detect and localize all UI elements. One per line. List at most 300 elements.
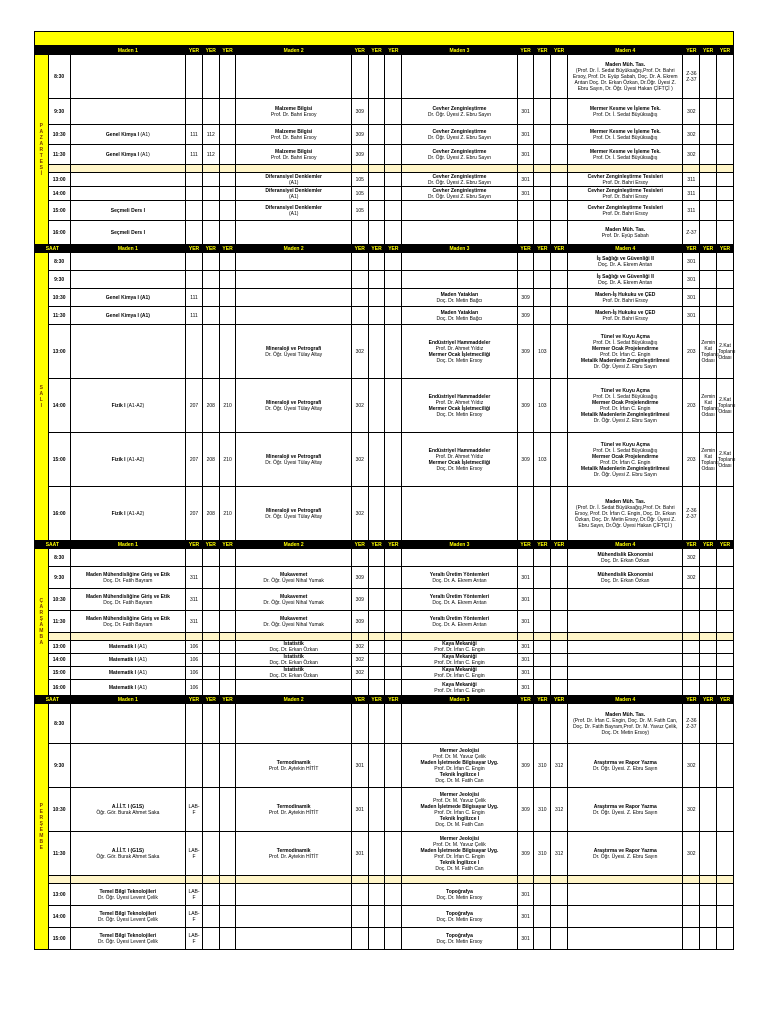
cell-line: Mermer Ocak Projelendirme [592,345,659,352]
course-cell-maden-4 [568,680,683,696]
room-cell [219,788,236,832]
course-cell-maden-1 [70,99,185,125]
cell-line: Prof. Dr. Ahmet Yıldız [435,453,484,460]
room-cell: 309 [517,433,534,487]
time-row [35,125,734,145]
cell-line: Endüstriyel Hammaddeler [428,447,491,454]
room-cell [385,55,402,99]
course-cell-maden-4 [568,433,683,487]
course-cell-maden-1 [70,173,185,187]
room-cell [219,201,236,221]
gap-cell [385,633,402,641]
header-maden-2: Maden 2 [236,245,351,253]
course-cell-maden-4 [568,55,683,99]
cell-line: Dr. Öğr. Üyesi Levent Çelik [97,916,158,923]
room-cell [717,187,734,201]
room-cell [219,325,236,379]
course-cell-maden-1 [70,379,185,433]
cell-line: Mermer Ocak Projelendirme [592,453,659,460]
cell-line: Prof. Dr. İrfan C. Engin [434,809,485,816]
cell-line: Metalik Madenlerin Zenginleştirilmesi [580,411,670,418]
room-cell: 112 [202,145,219,165]
room-cell [517,271,534,289]
time-cell: 13:00 [48,325,70,379]
cell-line: Maden İşletmede Bilgisayar Uyg. [420,847,499,854]
room-cell [717,788,734,832]
cell-line: Doç. Dr. M. Fatih Can [435,865,484,872]
room-cell [385,253,402,271]
cell-line: Doç. Dr. Metin Ersoy [436,938,483,945]
room-cell [202,744,219,788]
room-cell [551,928,568,950]
room-cell: 301 [517,589,534,611]
course-cell-maden-3 [402,667,517,680]
room-cell: 210 [219,433,236,487]
gap-cell [236,633,351,641]
room-cell [368,567,385,589]
room-cell [551,641,568,654]
time-cell: 16:00 [48,221,70,245]
cell-line: Dr. Öğr. Üyesi Tülay Altay [265,513,323,520]
room-cell: 309 [517,788,534,832]
cell-line: Doç. Dr. A. Ekrem Arıtan [432,577,487,584]
course-cell-maden-4 [568,667,683,680]
time-cell: 13:00 [48,884,70,906]
room-cell [186,221,203,245]
room-cell [202,884,219,906]
cell-line: Prof. Dr. Bahri Ersoy [602,315,649,322]
gap-cell [683,876,700,884]
course-cell-maden-4 [568,187,683,201]
room-cell: 302 [683,549,700,567]
room-cell [385,549,402,567]
course-cell-maden-3 [402,271,517,289]
cell-line: Dr. Öğr. Üyesi Tülay Altay [265,351,323,358]
room-cell: 2.Kat Toplantı Odası [717,379,734,433]
cell-line: Dr. Öğr. Üyesi Z. Ebru Sayın [593,363,657,370]
room-cell: 301 [351,744,368,788]
course-cell-maden-2 [236,55,351,99]
course-cell-maden-2 [236,654,351,667]
room-cell [717,55,734,99]
time-row [35,832,734,876]
room-cell [551,325,568,379]
course-cell-maden-1 [70,125,185,145]
cell-line: (Prof. Dr. İ. Sedat Büyüksağış,Prof. Dr. Bahri Ersoy, Prof. Dr. İrfan C. Engin, Doç. Dr. Erkan Özkan, Doç. Dr. Metin Ersoy, Dr.Öğr. Üyesi Z. Ebru Sayın, Dr.Öğr. Üyesi Hakan ÇİFTÇİ ) [574,504,676,529]
cell-line: Doç. Dr. A. Ekrem Arıtan [432,621,487,628]
room-cell [534,187,551,201]
time-row [35,145,734,165]
gap-cell [186,165,203,173]
course-cell-maden-3 [402,221,517,245]
room-cell: 111 [186,125,203,145]
room-cell [368,906,385,928]
room-cell: 310 [534,832,551,876]
room-cell: 111 [186,145,203,165]
room-cell [202,589,219,611]
cell-line: Temel Bilgi Teknolojileri [99,888,157,895]
room-cell [202,832,219,876]
header-yer: YER [186,696,203,704]
cell-line: Yeraltı Üretim Yöntemleri [429,571,490,578]
course-cell-maden-1 [70,611,185,633]
course-cell-maden-4 [568,487,683,541]
cell-line: Topoğrafya [446,932,473,939]
room-cell [219,307,236,325]
course-cell-maden-2 [236,173,351,187]
cell-line: Prof. Dr. İ. Sedat Büyüksağış [593,447,658,454]
room-cell [219,145,236,165]
room-cell: 301 [683,271,700,289]
course-cell-maden-2 [236,641,351,654]
course-cell-maden-4 [568,99,683,125]
course-cell-maden-3 [402,704,517,744]
header-yer: YER [219,245,236,253]
room-cell [700,271,717,289]
time-row [35,567,734,589]
gap-cell [551,633,568,641]
course-cell-maden-3 [402,145,517,165]
room-cell [717,271,734,289]
gap-cell [517,165,534,173]
room-cell: 309 [517,307,534,325]
room-cell [202,187,219,201]
course-cell-maden-4 [568,832,683,876]
room-cell [551,567,568,589]
course-cell-maden-2 [236,788,351,832]
room-cell [368,928,385,950]
room-cell [717,704,734,744]
room-cell: 302 [351,654,368,667]
room-cell [717,680,734,696]
cell-line: Prof. Dr. Eyüp Sabah [601,232,649,239]
cell-line: Dr. Öğr. Üyesi Nihal Yumak [263,621,324,628]
cell-line: Mineraloji ve Petrografi [266,345,322,352]
header-yer: YER [368,696,385,704]
room-cell [351,221,368,245]
header-yer: YER [683,696,700,704]
room-cell: 210 [219,487,236,541]
room-cell [219,906,236,928]
header-yer: YER [700,47,717,55]
course-cell-maden-1 [70,704,185,744]
room-cell [717,884,734,906]
room-cell [219,884,236,906]
cell-line: Maden-İş Hukuku ve ÇED [595,291,656,298]
room-cell [368,289,385,307]
time-row [35,325,734,379]
room-cell [700,99,717,125]
room-cell [517,201,534,221]
header-maden-3: Maden 3 [402,696,517,704]
gap-cell [551,165,568,173]
room-cell [717,928,734,950]
room-cell [351,55,368,99]
room-cell: 309 [351,99,368,125]
header-yer: YER [351,541,368,549]
course-cell-maden-3 [402,125,517,145]
room-cell [186,325,203,379]
room-cell: 203 [683,433,700,487]
room-cell [219,99,236,125]
header-yer: YER [202,47,219,55]
room-cell [219,611,236,633]
room-cell [202,549,219,567]
gap-cell [717,165,734,173]
room-cell [202,667,219,680]
gap-cell [202,165,219,173]
cell-line: Maden Mühendisliğine Giriş ve Etik [85,593,170,600]
room-cell: 208 [202,487,219,541]
cell-line: Doç. Dr. Metin Ersoy [436,894,483,901]
room-cell [534,271,551,289]
cell-line: Dr. Öğr. Üyesi Levent Çelik [97,938,158,945]
course-cell-maden-2 [236,611,351,633]
header-yer: YER [700,245,717,253]
cell-line: Prof. Dr. Ahmet Yıldız [435,345,484,352]
room-cell: 302 [351,487,368,541]
room-cell [551,884,568,906]
course-cell-maden-4 [568,201,683,221]
cell-line: Teknik İngilizce I [439,771,480,778]
cell-line: Cevher Zenginleştirme Tesisleri [587,187,663,194]
course-cell-maden-2 [236,928,351,950]
cell-line: Mermer Ocak İşletmeciliği [428,405,491,412]
cell-line: Prof. Dr. M. Yavuz Çelik [433,841,486,848]
room-cell [700,289,717,307]
room-cell [368,173,385,187]
course-cell-maden-2 [236,145,351,165]
cell-line: Temel Bilgi Teknolojileri [99,910,157,917]
gap-cell [236,165,351,173]
cell-line: Cevher Zenginleştirme [432,128,487,135]
gap-cell [402,165,517,173]
room-cell [186,744,203,788]
room-cell: 301 [517,928,534,950]
gap-cell [48,165,70,173]
room-cell: 207 [186,487,203,541]
course-cell-maden-3 [402,928,517,950]
time-row [35,611,734,633]
room-cell: 103 [534,379,551,433]
header-yer: YER [219,541,236,549]
room-cell [551,379,568,433]
room-cell [551,654,568,667]
time-cell: 8:30 [48,549,70,567]
header-yer: YER [517,245,534,253]
cell-line: Maden Mühendisliğine Giriş ve Etik [85,615,170,622]
gap-cell [202,633,219,641]
gap-cell [517,876,534,884]
cell-line: Genel Kimya I (A1) [105,151,150,158]
room-cell [368,271,385,289]
day-label: P E R Ş E M B E [35,704,49,950]
header-maden-4: Maden 4 [568,696,683,704]
cell-line: Maden Mühendisliğine Giriş ve Etik [85,571,170,578]
cell-line: Prof. Dr. İrfan C. Engin [434,673,485,679]
header-yer: YER [202,245,219,253]
cell-line: Termodinamik [276,759,311,766]
cell-line: Mermer Ocak İşletmeciliği [428,351,491,358]
cell-line: Teknik İngilizce I [439,859,480,866]
cell-line: Dr. Öğr. Üyesi Z. Ebru Sayın [427,154,491,161]
room-cell: 301 [351,832,368,876]
course-cell-maden-2 [236,201,351,221]
course-cell-maden-4 [568,611,683,633]
room-cell [368,187,385,201]
room-cell [700,307,717,325]
room-cell [368,145,385,165]
header-row [35,541,734,549]
room-cell [351,704,368,744]
cell-line: İş Sağlığı ve Güvenliği II [596,255,654,262]
time-row [35,201,734,221]
course-cell-maden-3 [402,641,517,654]
room-cell [551,271,568,289]
room-cell: 111 [186,289,203,307]
room-cell: 301 [683,253,700,271]
room-cell: LAB-F [186,884,203,906]
course-cell-maden-1 [70,641,185,654]
cell-line: Mermer Ocak İşletmeciliği [428,459,491,466]
cell-line: İş Sağlığı ve Güvenliği II [596,273,654,280]
room-cell [202,99,219,125]
header-yer: YER [551,696,568,704]
room-cell [368,325,385,379]
cell-line: Dr. Öğr. Üyesi Nihal Yumak [263,599,324,606]
room-cell [534,884,551,906]
cell-line: (A1) [288,179,299,186]
cell-line: Prof. Dr. Aytekin HİTİT [268,853,319,860]
course-cell-maden-1 [70,187,185,201]
room-cell: 203 [683,325,700,379]
room-cell [534,654,551,667]
cell-line: A.İ.İ.T. I (G1S) [111,847,144,854]
room-cell: Zemin Kat Toplantı Odası [700,379,717,433]
cell-line: Dr. Öğr. Üyesi Z. Ebru Sayın [427,111,491,118]
room-cell [385,201,402,221]
cell-line: Mukavemet [280,571,308,578]
course-cell-maden-2 [236,271,351,289]
room-cell [385,289,402,307]
course-cell-maden-3 [402,201,517,221]
header-yer: YER [186,47,203,55]
course-cell-maden-4 [568,928,683,950]
room-cell: 302 [351,433,368,487]
room-cell [368,201,385,221]
time-row [35,433,734,487]
room-cell [551,145,568,165]
room-cell [202,654,219,667]
cell-line: Seçmeli Ders I [110,207,145,214]
cell-line: Maden İşletmede Bilgisayar Uyg. [420,759,499,766]
room-cell [534,289,551,307]
room-cell [717,145,734,165]
gap-cell [186,633,203,641]
header-row [35,245,734,253]
room-cell [517,549,534,567]
time-cell: 11:30 [48,307,70,325]
room-cell [700,221,717,245]
course-cell-maden-2 [236,884,351,906]
room-cell: 302 [683,567,700,589]
course-cell-maden-4 [568,654,683,667]
gap-cell [236,876,351,884]
time-row [35,487,734,541]
room-cell [202,253,219,271]
room-cell: Z-37 [683,221,700,245]
cell-line: Kaya Mekaniği [442,654,477,660]
header-yer: YER [351,245,368,253]
cell-line: Endüstriyel Hammaddeler [428,339,491,346]
room-cell [219,589,236,611]
header-yer: YER [385,696,402,704]
time-row [35,55,734,99]
room-cell: 301 [517,641,534,654]
room-cell [517,55,534,99]
room-cell: 311 [683,201,700,221]
gap-cell [368,876,385,884]
cell-line: Maden-İş Hukuku ve ÇED [595,309,656,316]
course-cell-maden-1 [70,487,185,541]
course-cell-maden-4 [568,325,683,379]
gap-cell [402,633,517,641]
room-cell [351,289,368,307]
room-cell: Zemin Kat Toplantı Odası [700,433,717,487]
room-cell: 106 [186,654,203,667]
room-cell [534,55,551,99]
header-row [35,696,734,704]
cell-line: Prof. Dr. İ. Sedat Büyüksağış [593,339,658,346]
room-cell [219,832,236,876]
room-cell [717,307,734,325]
header-yer: YER [534,541,551,549]
room-cell: 301 [351,788,368,832]
time-row [35,641,734,654]
room-cell [700,173,717,187]
room-cell [351,928,368,950]
gap-cell [70,165,185,173]
room-cell [700,125,717,145]
course-cell-maden-2 [236,567,351,589]
room-cell [368,832,385,876]
gap-cell [517,633,534,641]
time-cell: 15:00 [48,433,70,487]
course-cell-maden-1 [70,549,185,567]
header-maden-1: Maden 1 [70,47,185,55]
course-cell-maden-1 [70,744,185,788]
gap-cell [385,876,402,884]
cell-line: Kaya Mekaniği [442,681,477,688]
room-cell: 301 [517,187,534,201]
cell-line: Öğr. Gör. Burak Ahmet Saka [96,809,160,816]
cell-line: Prof. Dr. Bahri Ersoy [270,111,317,118]
room-cell [186,253,203,271]
cell-line: Doç. Dr. Metin Ersoy [436,916,483,923]
room-cell [385,884,402,906]
day-label: Ç A R Ş A M B A [35,549,49,696]
header-maden-4: Maden 4 [568,541,683,549]
room-cell [368,125,385,145]
header-yer: YER [517,47,534,55]
room-cell [385,667,402,680]
room-cell [700,253,717,271]
time-row [35,884,734,906]
room-cell [186,549,203,567]
room-cell [534,611,551,633]
room-cell [534,680,551,696]
room-cell: 309 [517,289,534,307]
